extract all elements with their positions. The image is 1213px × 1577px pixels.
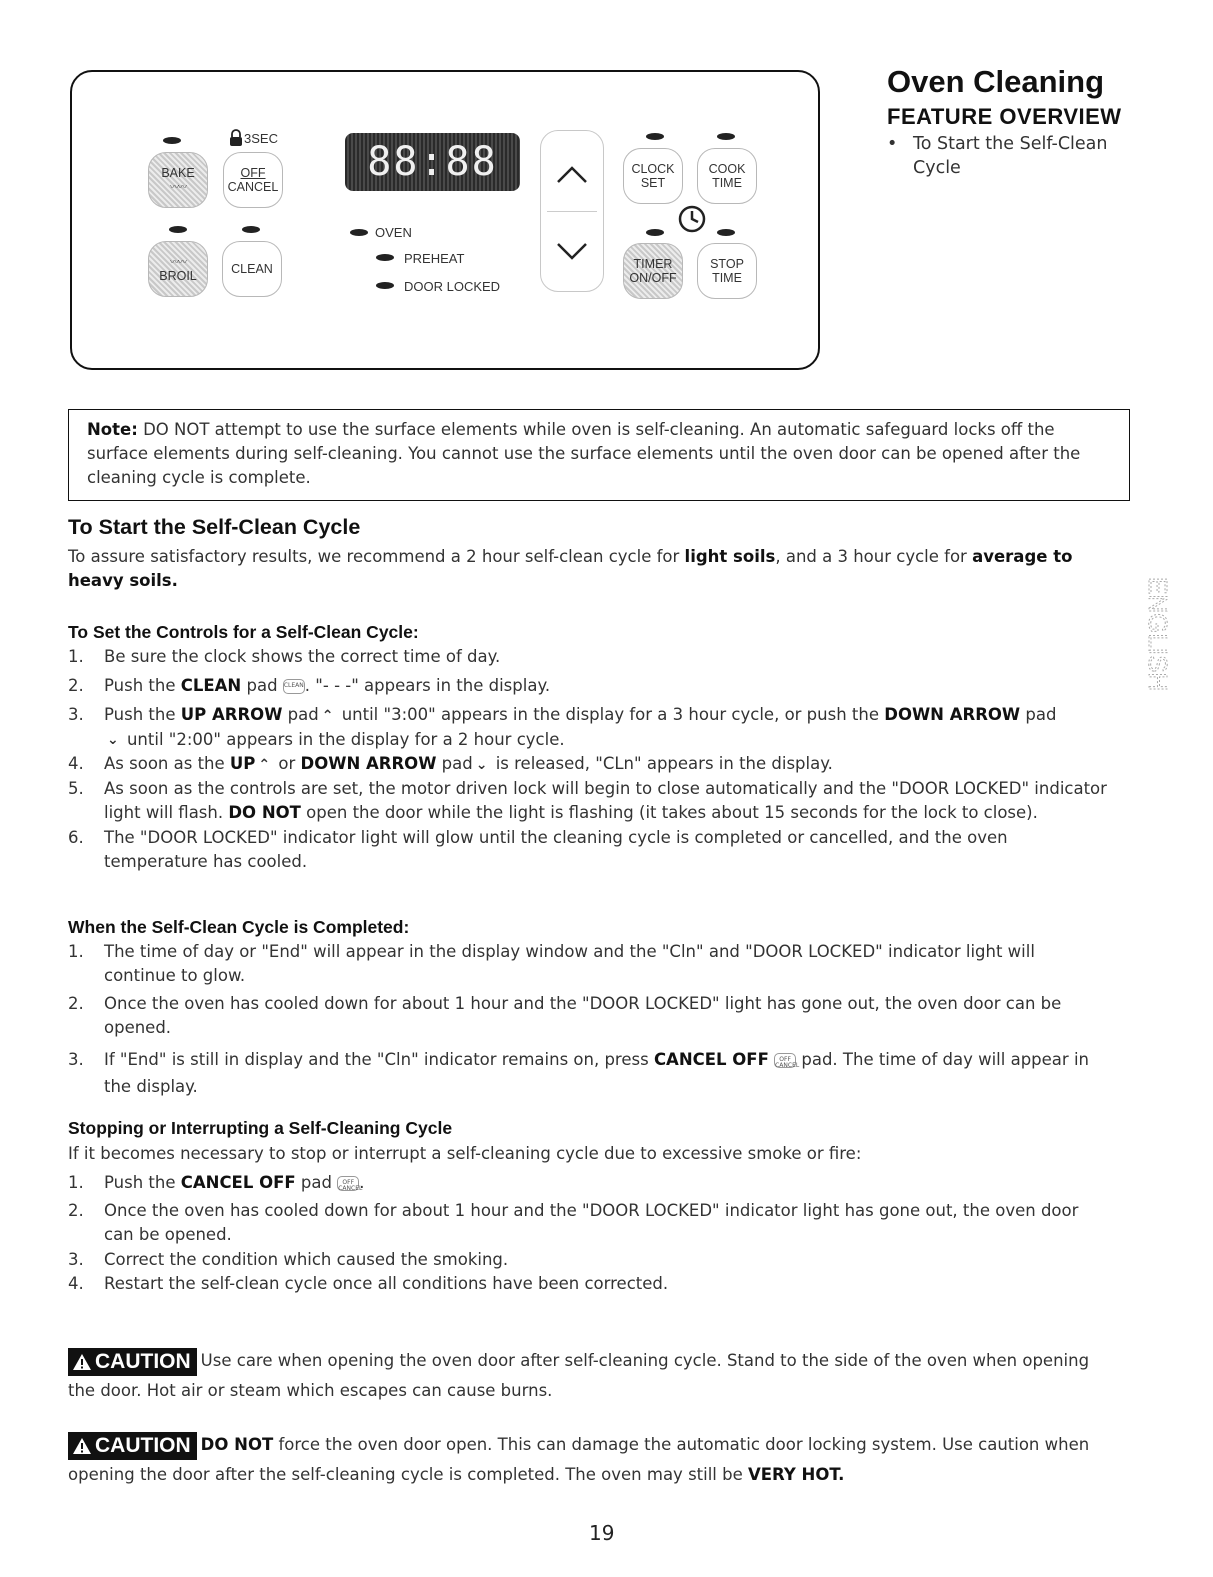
down-arrow-bold: DOWN ARROW (884, 705, 1021, 724)
step-text: pad. The time of day will appear in the display. (104, 1050, 1089, 1096)
step-text: The time of day or "End" will appear in the display window and the "Cln" and "DOOR LOCKED" indicator light will continue to glow. (104, 942, 1035, 985)
cancel-label: CANCEL (227, 180, 279, 194)
step-number: 1. (68, 942, 84, 961)
step-3 (68, 1248, 1108, 1272)
step-4 (68, 752, 1108, 777)
step-text: Be sure the clock shows the correct time of day. (104, 647, 501, 666)
step-number: 1. (68, 1173, 84, 1192)
down-arrow-icon (555, 242, 589, 262)
step-text: . (359, 1173, 365, 1192)
step-text: pad (295, 1173, 332, 1192)
step-2 (68, 674, 1108, 698)
step-text: If "End" is still in display and the "Cln" indicator remains on, press (104, 1050, 654, 1069)
caution-label: CAUTION (95, 1433, 191, 1457)
oven-indicator-led (350, 229, 368, 236)
step-text: pad (1020, 705, 1057, 724)
door-locked-indicator-led (376, 282, 394, 289)
cook-time-label: TIME (712, 176, 742, 190)
step-text: Push the (104, 1173, 181, 1192)
caution-badge (68, 1432, 197, 1460)
do-not-bold: DO NOT (200, 1435, 274, 1454)
down-arrow-bold: DOWN ARROW (300, 754, 437, 773)
section-intro (68, 545, 1103, 593)
broil-wave-icon: 〰〰 (169, 257, 186, 267)
stopping-heading: Stopping or Interrupting a Self-Cleaning Cycle (68, 1118, 453, 1138)
clock-icon (678, 205, 706, 233)
step-number: 1. (68, 647, 84, 666)
note-text: DO NOT attempt to use the surface elements while oven is self-cleaning. An automatic safeguard locks off the surface elements during self-cleaning. You cannot use the surface elements until the oven door can be opened after the cleaning cycle is complete. (87, 420, 1081, 487)
step-text: Push the (104, 676, 181, 695)
broil-led (169, 226, 187, 233)
broil-pad-label: BROIL (159, 269, 197, 283)
broil-pad[interactable] (148, 241, 208, 297)
step-text: pad (436, 754, 473, 773)
preheat-indicator-led (376, 254, 394, 261)
step-number: 3. (68, 705, 84, 724)
step-number: 3. (68, 1250, 84, 1269)
timer-label: TIMER (633, 257, 673, 271)
cancel-off-pad-mini-icon: OFF CANCEL (774, 1053, 796, 1068)
step-text: pad (241, 676, 278, 695)
step-number: 2. (68, 1201, 84, 1220)
step-1 (68, 645, 1108, 669)
note-label: Note: (87, 420, 138, 439)
step-text: Restart the self-clean cycle once all conditions have been corrected. (104, 1274, 669, 1293)
up-arrow-icon (555, 164, 589, 184)
caution-2 (68, 1430, 1108, 1490)
timer-onoff-pad[interactable] (623, 243, 683, 299)
bake-pad-label: BAKE (161, 166, 195, 180)
step-4 (68, 1272, 1108, 1296)
cancel-off-bold: CANCEL OFF (180, 1173, 296, 1192)
step-number: 2. (68, 994, 84, 1013)
stopping-steps (68, 1171, 1108, 1296)
bake-pad[interactable] (148, 152, 208, 208)
down-arrow-pad[interactable] (541, 217, 603, 287)
step-number: 5. (68, 778, 84, 798)
feature-overview-list (885, 132, 1145, 180)
cook-time-pad[interactable] (697, 148, 757, 204)
caution-badge (68, 1348, 197, 1376)
step-text: Correct the condition which caused the smoking. (104, 1250, 509, 1269)
step-5 (68, 777, 1108, 825)
step-text: is released, "CLn" appears in the display. (490, 754, 833, 773)
clean-bold: CLEAN (180, 676, 242, 695)
bake-wave-icon: 〰〰 (169, 182, 186, 192)
up-arrow-pad[interactable] (541, 139, 603, 209)
bake-led (163, 137, 181, 144)
step-number: 3. (68, 1050, 84, 1069)
cook-label: COOK (708, 162, 746, 176)
control-panel-diagram (70, 70, 820, 370)
up-bold: UP (229, 754, 256, 773)
stop-time-label: TIME (712, 271, 742, 285)
step-text: open the door while the light is flashing (it takes about 15 seconds for the lock to close). (300, 802, 1038, 822)
step-text: . "- - -" appears in the display. (304, 676, 551, 695)
section-heading: To Start the Self-Clean Cycle (68, 515, 361, 539)
step-text: The "DOOR LOCKED" indicator light will glow until the cleaning cycle is completed or cancelled, and the oven temperature has cooled. (104, 827, 1008, 871)
page-subtitle: FEATURE OVERVIEW (887, 104, 1122, 129)
step-1 (68, 1171, 1108, 1195)
step-number: 4. (68, 754, 84, 773)
step-number: 6. (68, 827, 84, 847)
set-label: SET (640, 176, 666, 190)
intro-bold-light-soils: light soils (684, 547, 776, 566)
step-text: Once the oven has cooled down for about 1 hour and the "DOOR LOCKED" indicator light has gone out, the oven door can be opened. (104, 1201, 1079, 1244)
arrow-pads (540, 130, 604, 292)
up-arrow-bold: UP ARROW (180, 705, 283, 724)
intro-bold-heavy-soils: average to heavy soils. (68, 547, 1073, 590)
stop-time-led (717, 229, 735, 236)
set-controls-steps (68, 645, 1108, 874)
step-1 (68, 940, 1108, 988)
step-text: Push the (104, 705, 181, 724)
clean-pad[interactable] (222, 241, 282, 297)
caution-text: force the oven door open. This can damage the automatic door locking system. Use caution when opening the door after the self-cleaning cycle is completed. The oven may still be (68, 1435, 1090, 1484)
step-6 (68, 826, 1108, 874)
cook-time-led (717, 133, 735, 140)
lock-icon (228, 129, 244, 147)
language-side-tab (1123, 577, 1173, 697)
step-2 (68, 992, 1108, 1040)
lock-3sec-label: 3SEC (244, 131, 278, 146)
arrow-divider (547, 211, 597, 212)
completed-heading: When the Self-Clean Cycle is Completed: (68, 917, 410, 937)
timer-led (646, 229, 664, 236)
very-hot-bold: VERY HOT. (748, 1465, 845, 1484)
language-side-tab-label: ENGLISH (1143, 577, 1173, 692)
clock-led (646, 133, 664, 140)
stopping-intro: If it becomes necessary to stop or interrupt a self-cleaning cycle due to excessive smoke or fire: (68, 1144, 862, 1163)
up-arrow-icon: ⌃ (258, 756, 271, 773)
page-title: Oven Cleaning (887, 64, 1105, 99)
step-text: until "2:00" appears in the display for a 2 hour cycle. (121, 729, 565, 749)
clock-set-pad[interactable] (623, 148, 683, 204)
door-locked-indicator-label: DOOR LOCKED (404, 279, 501, 294)
clean-led (242, 226, 260, 233)
step-number: 4. (68, 1274, 84, 1293)
step-text: As soon as the (104, 754, 230, 773)
step-3 (68, 1046, 1108, 1100)
step-text: As soon as the controls are set, the motor driven lock will begin to close automatically and the "DOOR LOCKED" indicator light will flash. (104, 778, 1107, 822)
completed-steps (68, 940, 1108, 1100)
caution-text: Use care when opening the oven door after self-cleaning cycle. Stand to the side of the oven when opening the door. Hot air or steam which escapes can cause burns. (68, 1351, 1090, 1400)
overview-item[interactable]: • To Start the Self-Clean Cycle (885, 132, 1145, 180)
step-text: pad (282, 705, 319, 724)
intro-text-c: , and a 3 hour cycle for (775, 547, 973, 566)
caution-1 (68, 1346, 1108, 1406)
step-number: 2. (68, 676, 84, 695)
cancel-off-bold: CANCEL OFF (653, 1050, 769, 1069)
clock-label: CLOCK (631, 162, 675, 176)
onoff-label: ON/OFF (629, 271, 677, 285)
clean-pad-mini-icon: CLEAN (283, 679, 305, 694)
clean-pad-label: CLEAN (231, 262, 273, 276)
cancel-off-pad-mini-icon: OFF CANCEL (337, 1176, 359, 1191)
caution-label: CAUTION (95, 1349, 191, 1373)
set-controls-heading: To Set the Controls for a Self-Clean Cycle: (68, 622, 419, 642)
stop-time-pad[interactable] (697, 243, 757, 299)
warning-triangle-icon (72, 1353, 92, 1371)
oven-indicator-label: OVEN (375, 225, 412, 240)
off-label: OFF (240, 166, 266, 180)
down-arrow-icon: ⌄ (475, 756, 488, 773)
step-text: or (273, 754, 301, 773)
note-box (68, 409, 1130, 501)
intro-text-a: To assure satisfactory results, we recommend a 2 hour self-clean cycle for (68, 547, 685, 566)
down-arrow-icon: ⌄ (107, 732, 119, 748)
step-text: until "3:00" appears in the display for a 3 hour cycle, or push the (336, 705, 885, 724)
step-3 (68, 703, 1108, 752)
warning-triangle-icon (72, 1437, 92, 1455)
digital-display: 88:88 (345, 133, 520, 191)
up-arrow-icon: ⌃ (321, 707, 334, 724)
page-number: 19 (589, 1521, 615, 1545)
step-text: Once the oven has cooled down for about 1 hour and the "DOOR LOCKED" light has gone out, the oven door can be opened. (104, 994, 1062, 1037)
stop-label: STOP (710, 257, 744, 271)
preheat-indicator-label: PREHEAT (404, 251, 465, 266)
cancel-off-pad[interactable] (223, 152, 283, 208)
step-2 (68, 1199, 1108, 1247)
do-not-bold: DO NOT (228, 802, 301, 822)
